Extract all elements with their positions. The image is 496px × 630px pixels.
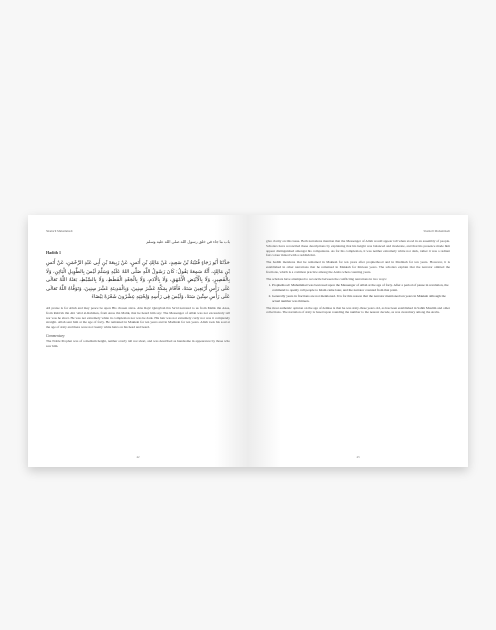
hadith-translation <box>46 306 230 330</box>
right-page <box>248 215 468 467</box>
book-spread <box>28 215 468 467</box>
paragraph: The hadith mentions that he remained in Makkah for ten years after prophethood and in Madinah for ten years. However, it is established in other narrations that he remained in Makkah for thirteen years. The scholars explain that the narrator omitted the fractions, which is a common practice among the Arabs when counting years. <box>266 260 450 274</box>
closing-text <box>266 306 450 316</box>
translation-paragraph: All praise is for Allah and may peace be upon His chosen slave. Abu Raja' Qutaybah ibn Sa'id narrated to us from Malik ibn Anas, from Rabi'ah ibn Abi 'Abd al-Rahman, from Anas ibn Malik, that he heard him say: The Messenger of Allah was not excessively tall nor was he short. He was not extremely white in complexion nor was he dark. His hair was not extremely curly nor was it completely straight. Allah sent him at the age of forty. He remained in Makkah for ten years and in Madinah for ten years. Allah took his soul at the age of sixty and there were not twenty white hairs on his head and beard. <box>46 305 230 330</box>
paragraph: The most authentic opinion on the age of demise is that he was sixty-three years old, as has been established in Sahih Muslim and other collections. The narration of sixty is based upon rounding the number to the nearest decade, as was customary among the Arabs. <box>266 305 450 315</box>
running-head: Shama'il Muhammadi <box>46 229 73 233</box>
reconciliation-list <box>272 283 450 303</box>
commentary-text: The Noble Prophet was of a medium height, neither overly tall nor short, and was described as handsome in appearance by those who saw him. <box>46 338 230 348</box>
page-number: 43 <box>356 455 360 459</box>
left-page <box>28 215 248 467</box>
right-body <box>266 239 450 281</box>
running-head: Shama'il Muhammadi <box>423 229 450 233</box>
commentary-heading: Commentary <box>46 333 65 338</box>
chapter-title-arabic: باب ما جاء في خلق رسول الله صلى الله عليه وسلم <box>146 239 230 244</box>
hadith-arabic-text: حَدَّثَنَا أَبُو رَجَاءٍ قُتَيْبَةُ بْنُ سَعِيدٍ، عَنْ مَالِكِ بْنِ أَنَسٍ، عَنْ رَبِيعَةَ بْنِ أَبِي عَبْدِ الرَّحْمَنِ، عَنْ أَنَسِ بْنِ مَالِكٍ، أَنَّهُ سَمِعَهُ يَقُولُ: كَانَ رَسُولُ اللَّهِ صَلَّى اللهُ عَلَيْهِ وَسَلَّمَ لَيْسَ بِالطَّوِيلِ الْبَائِنِ، وَلَا بِالْقَصِيرِ، وَلَا بِالْأَبْيَضِ الْأَمْهَقِ، وَلَا بِالْآدَمِ، وَلَا بِالْجَعْدِ الْقَطَطِ، وَلَا بِالسَّبْطِ، بَعَثَهُ اللَّهُ تَعَالَى عَلَى رَأْسِ أَرْبَعِينَ سَنَةً، فَأَقَامَ بِمَكَّةَ عَشْرَ سِنِينَ، وَبِالْمَدِينَةِ عَشْرَ سِنِينَ، وَتَوَفَّاهُ اللَّهُ تَعَالَى عَلَى رَأْسِ سِتِّينَ سَنَةً، وَلَيْسَ فِي رَأْسِهِ وَلِحْيَتِهِ عِشْرُونَ شَعْرَةً بَيْضَاءَ <box>46 260 230 301</box>
paragraph: give clarity on this issue. Both narrations mention that the Messenger of Allah would appear tall when stood in an assembly of people. Scholars have reconciled these descriptions by explaining that his height was balanced and moderate, and that his presence made him appear distinguished amongst his companions. As for his complexion, it was neither extremely white nor dark, rather it was a radiant fair colour mixed with a reddish tint. <box>266 239 450 258</box>
hadith-label: Hadith 1 <box>46 250 62 255</box>
paragraph: The scholars have attempted to reconcile between the conflicting narrations in two ways: <box>266 276 387 281</box>
page-number: 42 <box>136 455 140 459</box>
list-item: 1. Prophethood: Muhammad was bestowed upon the Messenger of Allah at the age of forty. After a period of pause in revelation, the command to openly call people to Islam came later, and the narrator counted from that point. <box>272 283 450 293</box>
list-item: 2. Generally years in fractions are not mentioned. It is for this reason that the narrator mentioned ten years in Makkah although the actual number was thirteen. <box>272 294 450 304</box>
